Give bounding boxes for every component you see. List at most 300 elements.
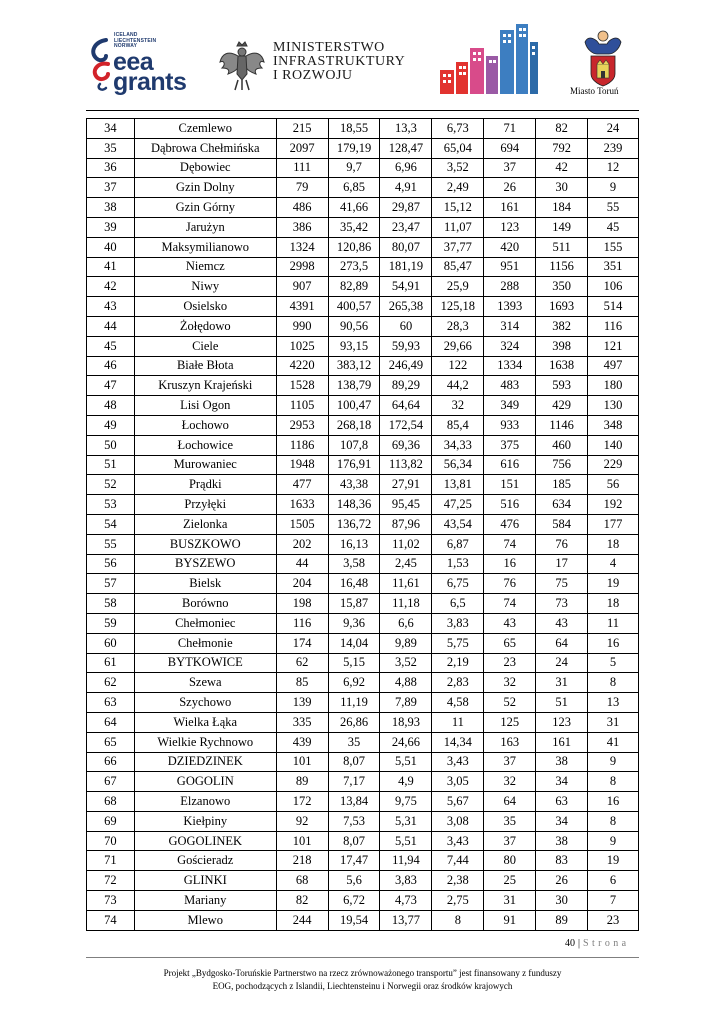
row-number-cell: 64 (87, 712, 135, 732)
value-cell: 483 (484, 376, 536, 396)
locality-name-cell: GOGOLINEK (134, 831, 276, 851)
locality-name-cell: Ciele (134, 336, 276, 356)
row-number-cell: 66 (87, 752, 135, 772)
row-number-cell: 71 (87, 851, 135, 871)
value-cell: 951 (484, 257, 536, 277)
value-cell: 56 (588, 475, 639, 495)
value-cell: 14,34 (432, 732, 484, 752)
value-cell: 8 (588, 673, 639, 693)
value-cell: 148,36 (328, 495, 380, 515)
value-cell: 5,51 (380, 831, 432, 851)
value-cell: 116 (276, 613, 328, 633)
table-row (87, 891, 639, 911)
value-cell: 1025 (276, 336, 328, 356)
value-cell: 1186 (276, 435, 328, 455)
value-cell: 6,87 (432, 534, 484, 554)
row-number-cell: 73 (87, 891, 135, 911)
value-cell: 3,83 (432, 613, 484, 633)
value-cell: 85,4 (432, 415, 484, 435)
value-cell: 31 (536, 673, 588, 693)
value-cell: 18 (588, 534, 639, 554)
value-cell: 44 (276, 554, 328, 574)
ministry-line-1: MINISTERSTWO (273, 40, 385, 55)
value-cell: 179,19 (328, 138, 380, 158)
table-row (87, 178, 639, 198)
value-cell: 184 (536, 198, 588, 218)
ministry-name (273, 41, 405, 83)
value-cell: 87,96 (380, 514, 432, 534)
value-cell: 125,18 (432, 297, 484, 317)
value-cell: 14,04 (328, 633, 380, 653)
value-cell: 56,34 (432, 455, 484, 475)
table-row (87, 237, 639, 257)
row-number-cell: 47 (87, 376, 135, 396)
value-cell: 11,94 (380, 851, 432, 871)
value-cell: 73 (536, 594, 588, 614)
value-cell: 75 (536, 574, 588, 594)
table-row (87, 613, 639, 633)
value-cell: 64,64 (380, 396, 432, 416)
value-cell: 107,8 (328, 435, 380, 455)
value-cell: 335 (276, 712, 328, 732)
value-cell: 176,91 (328, 455, 380, 475)
value-cell: 204 (276, 574, 328, 594)
value-cell: 161 (484, 198, 536, 218)
value-cell: 15,87 (328, 594, 380, 614)
locality-name-cell: BUSZKOWO (134, 534, 276, 554)
value-cell: 6,72 (328, 891, 380, 911)
value-cell: 23 (588, 910, 639, 930)
value-cell: 185 (536, 475, 588, 495)
data-table (86, 118, 639, 931)
row-number-cell: 69 (87, 811, 135, 831)
value-cell: 85 (276, 673, 328, 693)
locality-name-cell: Niwy (134, 277, 276, 297)
value-cell: 516 (484, 495, 536, 515)
locality-name-cell: Zielonka (134, 514, 276, 534)
value-cell: 7,17 (328, 772, 380, 792)
value-cell: 265,38 (380, 297, 432, 317)
value-cell: 215 (276, 119, 328, 139)
value-cell: 7,44 (432, 851, 484, 871)
value-cell: 218 (276, 851, 328, 871)
value-cell: 43,54 (432, 514, 484, 534)
row-number-cell: 57 (87, 574, 135, 594)
locality-name-cell: Gościeradz (134, 851, 276, 871)
value-cell: 29,87 (380, 198, 432, 218)
locality-name-cell: Kruszyn Krajeński (134, 376, 276, 396)
value-cell: 268,18 (328, 415, 380, 435)
value-cell: 32 (432, 396, 484, 416)
value-cell: 229 (588, 455, 639, 475)
value-cell: 68 (276, 871, 328, 891)
value-cell: 6,92 (328, 673, 380, 693)
value-cell: 123 (484, 217, 536, 237)
value-cell: 90,56 (328, 316, 380, 336)
locality-name-cell: Wielka Łąka (134, 712, 276, 732)
value-cell: 95,45 (380, 495, 432, 515)
table-row (87, 732, 639, 752)
value-cell: 101 (276, 831, 328, 851)
value-cell: 35 (484, 811, 536, 831)
data-table-body (87, 119, 639, 931)
header-divider (86, 110, 639, 111)
value-cell: 382 (536, 316, 588, 336)
value-cell: 2,19 (432, 653, 484, 673)
value-cell: 2,49 (432, 178, 484, 198)
locality-name-cell: Mlewo (134, 910, 276, 930)
torun-city-label: Miasto Toruń (570, 86, 619, 96)
footer-funding-note (86, 967, 639, 992)
value-cell: 6,5 (432, 594, 484, 614)
value-cell: 351 (588, 257, 639, 277)
table-row (87, 871, 639, 891)
value-cell: 31 (484, 891, 536, 911)
page-number-value: 40 (565, 938, 575, 949)
footer-line-1: Projekt „Bydgosko-Toruńskie Partnerstwo na rzecz zrównoważonego transportu” jest finansowany z funduszy (163, 968, 562, 978)
locality-name-cell: Gzin Górny (134, 198, 276, 218)
value-cell: 181,19 (380, 257, 432, 277)
row-number-cell: 74 (87, 910, 135, 930)
page-number-separator: | (578, 938, 581, 949)
table-row (87, 811, 639, 831)
locality-name-cell: Żołędowo (134, 316, 276, 336)
value-cell: 1105 (276, 396, 328, 416)
value-cell: 34 (536, 772, 588, 792)
value-cell: 907 (276, 277, 328, 297)
value-cell: 163 (484, 732, 536, 752)
value-cell: 62 (276, 653, 328, 673)
value-cell: 65,04 (432, 138, 484, 158)
value-cell: 74 (484, 534, 536, 554)
value-cell: 756 (536, 455, 588, 475)
value-cell: 7,53 (328, 811, 380, 831)
row-number-cell: 36 (87, 158, 135, 178)
value-cell: 2998 (276, 257, 328, 277)
row-number-cell: 56 (87, 554, 135, 574)
value-cell: 38 (536, 831, 588, 851)
row-number-cell: 58 (87, 594, 135, 614)
value-cell: 8,07 (328, 831, 380, 851)
row-number-cell: 51 (87, 455, 135, 475)
value-cell: 139 (276, 693, 328, 713)
row-number-cell: 63 (87, 693, 135, 713)
value-cell: 11 (588, 613, 639, 633)
value-cell: 13,84 (328, 792, 380, 812)
value-cell: 82,89 (328, 277, 380, 297)
value-cell: 3,43 (432, 752, 484, 772)
value-cell: 83 (536, 851, 588, 871)
value-cell: 19 (588, 574, 639, 594)
locality-name-cell: Szewa (134, 673, 276, 693)
value-cell: 16 (588, 792, 639, 812)
locality-name-cell: Czemlewo (134, 119, 276, 139)
value-cell: 792 (536, 138, 588, 158)
value-cell: 1,53 (432, 554, 484, 574)
table-row (87, 277, 639, 297)
locality-name-cell: GLINKI (134, 871, 276, 891)
row-number-cell: 39 (87, 217, 135, 237)
value-cell: 28,3 (432, 316, 484, 336)
value-cell: 324 (484, 336, 536, 356)
value-cell: 64 (484, 792, 536, 812)
locality-name-cell: Borówno (134, 594, 276, 614)
value-cell: 34,33 (432, 435, 484, 455)
row-number-cell: 62 (87, 673, 135, 693)
value-cell: 3,43 (432, 831, 484, 851)
value-cell: 11,19 (328, 693, 380, 713)
value-cell: 349 (484, 396, 536, 416)
eea-grants-logo (88, 30, 188, 100)
row-number-cell: 65 (87, 732, 135, 752)
value-cell: 79 (276, 178, 328, 198)
value-cell: 9,36 (328, 613, 380, 633)
table-row (87, 297, 639, 317)
ministry-line-3: I ROZWOJU (273, 68, 353, 83)
value-cell: 38 (536, 752, 588, 772)
value-cell: 35 (328, 732, 380, 752)
value-cell: 37 (484, 752, 536, 772)
value-cell: 18 (588, 594, 639, 614)
value-cell: 27,91 (380, 475, 432, 495)
value-cell: 43,38 (328, 475, 380, 495)
value-cell: 44,2 (432, 376, 484, 396)
value-cell: 6,96 (380, 158, 432, 178)
value-cell: 5,67 (432, 792, 484, 812)
value-cell: 3,83 (380, 871, 432, 891)
value-cell: 13,77 (380, 910, 432, 930)
table-row (87, 752, 639, 772)
locality-name-cell: Łochowo (134, 415, 276, 435)
table-row (87, 435, 639, 455)
value-cell: 19,54 (328, 910, 380, 930)
value-cell: 63 (536, 792, 588, 812)
value-cell: 616 (484, 455, 536, 475)
page-word: Strona (583, 938, 630, 949)
value-cell: 694 (484, 138, 536, 158)
value-cell: 74 (484, 594, 536, 614)
value-cell: 91 (484, 910, 536, 930)
value-cell: 1334 (484, 356, 536, 376)
value-cell: 7 (588, 891, 639, 911)
value-cell: 584 (536, 514, 588, 534)
value-cell: 25,9 (432, 277, 484, 297)
locality-name-cell: Elzanowo (134, 792, 276, 812)
row-number-cell: 68 (87, 792, 135, 812)
value-cell: 4220 (276, 356, 328, 376)
value-cell: 151 (484, 475, 536, 495)
value-cell: 350 (536, 277, 588, 297)
table-row (87, 910, 639, 930)
table-row (87, 712, 639, 732)
value-cell: 2953 (276, 415, 328, 435)
table-row (87, 455, 639, 475)
value-cell: 92 (276, 811, 328, 831)
value-cell: 511 (536, 237, 588, 257)
locality-name-cell: Bielsk (134, 574, 276, 594)
value-cell: 59,93 (380, 336, 432, 356)
value-cell: 2,75 (432, 891, 484, 911)
table-row (87, 119, 639, 139)
value-cell: 16 (588, 633, 639, 653)
value-cell: 37 (484, 158, 536, 178)
locality-name-cell: Osielsko (134, 297, 276, 317)
table-row (87, 138, 639, 158)
value-cell: 288 (484, 277, 536, 297)
eea-grants-wordmark (113, 48, 187, 96)
value-cell: 3,52 (380, 653, 432, 673)
value-cell: 121 (588, 336, 639, 356)
value-cell: 93,15 (328, 336, 380, 356)
value-cell: 9,75 (380, 792, 432, 812)
value-cell: 76 (536, 534, 588, 554)
value-cell: 1156 (536, 257, 588, 277)
row-number-cell: 49 (87, 415, 135, 435)
value-cell: 4 (588, 554, 639, 574)
table-row (87, 831, 639, 851)
row-number-cell: 34 (87, 119, 135, 139)
value-cell: 4391 (276, 297, 328, 317)
value-cell: 24,66 (380, 732, 432, 752)
value-cell: 19 (588, 851, 639, 871)
table-row (87, 673, 639, 693)
value-cell: 6,6 (380, 613, 432, 633)
value-cell: 9,7 (328, 158, 380, 178)
row-number-cell: 43 (87, 297, 135, 317)
value-cell: 180 (588, 376, 639, 396)
value-cell: 1633 (276, 495, 328, 515)
value-cell: 375 (484, 435, 536, 455)
value-cell: 13,3 (380, 119, 432, 139)
value-cell: 89 (536, 910, 588, 930)
value-cell: 9 (588, 752, 639, 772)
value-cell: 55 (588, 198, 639, 218)
locality-name-cell: Lisi Ogon (134, 396, 276, 416)
row-number-cell: 53 (87, 495, 135, 515)
table-row (87, 376, 639, 396)
row-number-cell: 46 (87, 356, 135, 376)
table-row (87, 475, 639, 495)
value-cell: 1393 (484, 297, 536, 317)
value-cell: 106 (588, 277, 639, 297)
row-number-cell: 60 (87, 633, 135, 653)
locality-name-cell: Niemcz (134, 257, 276, 277)
row-number-cell: 61 (87, 653, 135, 673)
value-cell: 8 (588, 772, 639, 792)
value-cell: 314 (484, 316, 536, 336)
value-cell: 177 (588, 514, 639, 534)
value-cell: 35,42 (328, 217, 380, 237)
locality-name-cell: Chełmonie (134, 633, 276, 653)
value-cell: 202 (276, 534, 328, 554)
value-cell: 23,47 (380, 217, 432, 237)
footer-line-2: EOG, pochodzących z Islandii, Liechtensteinu i Norwegii oraz środków krajowych (212, 980, 513, 991)
value-cell: 6,85 (328, 178, 380, 198)
value-cell: 26,86 (328, 712, 380, 732)
value-cell: 32 (484, 772, 536, 792)
value-cell: 172 (276, 792, 328, 812)
value-cell: 3,58 (328, 554, 380, 574)
locality-name-cell: Prądki (134, 475, 276, 495)
value-cell: 5,51 (380, 752, 432, 772)
value-cell: 11,18 (380, 594, 432, 614)
value-cell: 29,66 (432, 336, 484, 356)
locality-name-cell: BYSZEWO (134, 554, 276, 574)
locality-name-cell: Łochowice (134, 435, 276, 455)
locality-name-cell: Chełmoniec (134, 613, 276, 633)
value-cell: 1505 (276, 514, 328, 534)
value-cell: 60 (380, 316, 432, 336)
eea-country-liechtenstein: LIECHTENSTEIN (114, 37, 157, 44)
locality-name-cell: DZIEDZINEK (134, 752, 276, 772)
table-row (87, 693, 639, 713)
value-cell: 155 (588, 237, 639, 257)
table-row (87, 534, 639, 554)
value-cell: 34 (536, 811, 588, 831)
ministry-line-2: INFRASTRUKTURY (273, 54, 406, 69)
locality-name-cell: Dębowiec (134, 158, 276, 178)
table-row (87, 594, 639, 614)
value-cell: 1146 (536, 415, 588, 435)
value-cell: 244 (276, 910, 328, 930)
value-cell: 9,89 (380, 633, 432, 653)
eea-word: eea (113, 48, 154, 76)
value-cell: 15,12 (432, 198, 484, 218)
eea-country-norway: NORWAY (114, 43, 138, 49)
value-cell: 5,31 (380, 811, 432, 831)
value-cell: 41,66 (328, 198, 380, 218)
value-cell: 37 (484, 831, 536, 851)
value-cell: 420 (484, 237, 536, 257)
row-number-cell: 35 (87, 138, 135, 158)
value-cell: 128,47 (380, 138, 432, 158)
table-row (87, 514, 639, 534)
value-cell: 42 (536, 158, 588, 178)
value-cell: 89,29 (380, 376, 432, 396)
value-cell: 47,25 (432, 495, 484, 515)
table-row (87, 158, 639, 178)
value-cell: 7,89 (380, 693, 432, 713)
value-cell: 2097 (276, 138, 328, 158)
value-cell: 400,57 (328, 297, 380, 317)
value-cell: 89 (276, 772, 328, 792)
city-skyline-logo (436, 22, 540, 94)
value-cell: 1528 (276, 376, 328, 396)
value-cell: 24 (588, 119, 639, 139)
page-header (0, 0, 725, 110)
value-cell: 12 (588, 158, 639, 178)
value-cell: 239 (588, 138, 639, 158)
value-cell: 172,54 (380, 415, 432, 435)
value-cell: 2,45 (380, 554, 432, 574)
value-cell: 123 (536, 712, 588, 732)
value-cell: 11,07 (432, 217, 484, 237)
torun-coat-of-arms-icon (583, 28, 623, 88)
value-cell: 990 (276, 316, 328, 336)
row-number-cell: 52 (87, 475, 135, 495)
value-cell: 43 (484, 613, 536, 633)
value-cell: 11,02 (380, 534, 432, 554)
value-cell: 113,82 (380, 455, 432, 475)
value-cell: 30 (536, 891, 588, 911)
locality-name-cell: Jarużyn (134, 217, 276, 237)
value-cell: 5,75 (432, 633, 484, 653)
value-cell: 192 (588, 495, 639, 515)
value-cell: 17,47 (328, 851, 380, 871)
table-row (87, 633, 639, 653)
value-cell: 8 (588, 811, 639, 831)
value-cell: 16,13 (328, 534, 380, 554)
